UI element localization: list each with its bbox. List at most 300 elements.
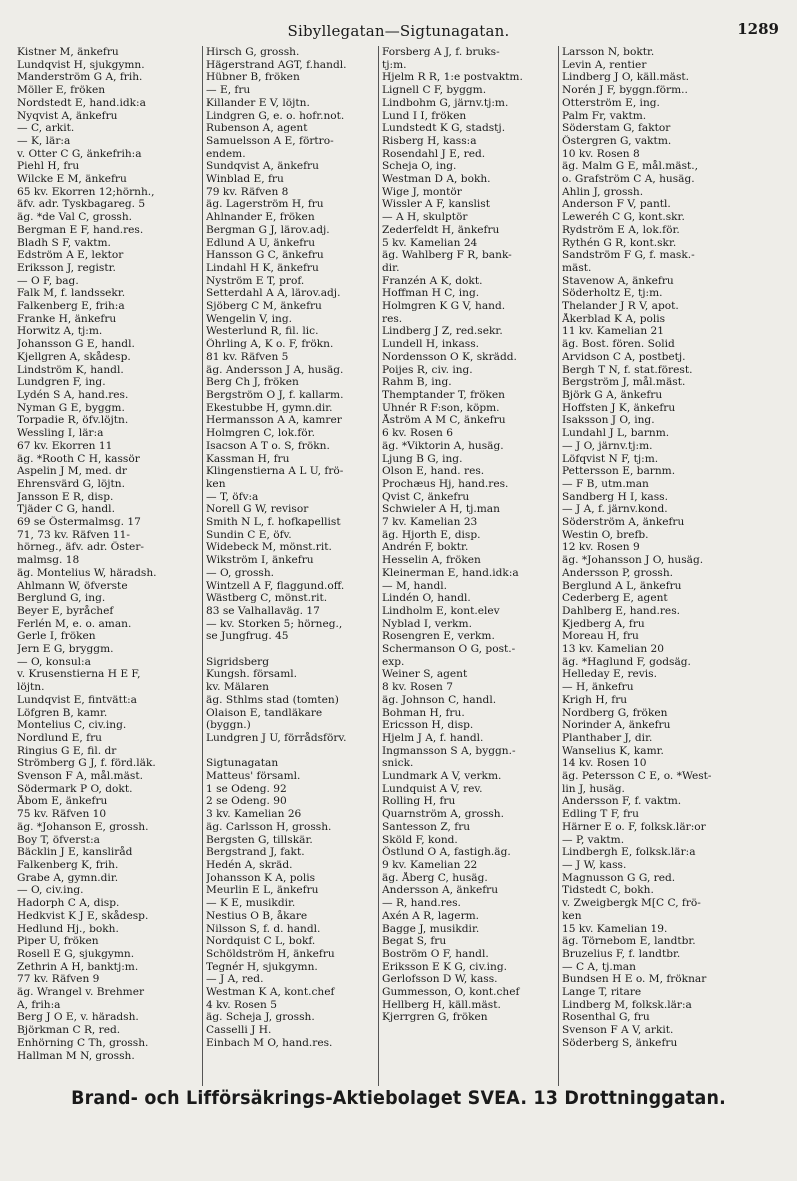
directory-entry: äg. Petersson C E, o. *West-	[562, 770, 712, 783]
directory-entry: Jansson E R, disp.	[17, 490, 114, 503]
directory-entry: Uhnér R F:son, köpm.	[382, 401, 500, 414]
directory-entry: Sjöberg C M, änkefru	[206, 300, 322, 313]
directory-entry: Sköld F, kond.	[382, 833, 458, 846]
directory-entry: Bergh T N, f. stat.förest.	[562, 363, 693, 376]
directory-entry: Santesson Z, fru	[382, 820, 471, 833]
directory-entry: — M, handl.	[382, 579, 448, 592]
column-2	[202, 46, 378, 1086]
directory-entry: Lindén O, handl.	[382, 592, 471, 605]
directory-entry: Svenson F A, mål.mäst.	[17, 770, 143, 783]
directory-entry: Cederberg E, agent	[562, 592, 668, 605]
directory-entry: v. Otter C G, änkefrih:a	[17, 147, 142, 160]
directory-entry: Kistner M, änkefru	[17, 46, 119, 58]
directory-entry: o. Grafström C A, husäg.	[562, 173, 695, 186]
directory-entry: Söderberg S, änkefru	[562, 1036, 678, 1049]
directory-entry: Smith N L, f. hofkapellist	[206, 516, 341, 529]
directory-entry: Hadorph C A, disp.	[17, 897, 120, 910]
directory-entry: Palm Fr, vaktm.	[562, 109, 647, 122]
directory-entry: Piper U, fröken	[17, 935, 99, 948]
directory-entry: Lydén S A, hand.res.	[17, 388, 129, 401]
directory-entry: Risberg H, kass:a	[382, 134, 477, 147]
directory-entry: Winblad E, fru	[206, 173, 284, 186]
directory-entry: — O, grossh.	[206, 566, 275, 579]
directory-entry: Helleday E, revis.	[562, 668, 657, 681]
directory-entry: Bergman G J, lärov.adj.	[206, 223, 330, 236]
directory-entry: Bohman H, fru.	[382, 706, 465, 719]
directory-entry: Hjelm J A, f. handl.	[382, 731, 484, 744]
directory-entry: Härner E o. F, folksk.lär:or	[562, 820, 706, 833]
directory-entry: 14 kv. Rosen 10	[562, 757, 647, 770]
directory-entry: Hallman M N, grossh.	[17, 1049, 135, 1062]
directory-entry: Olaison E, tandläkare	[206, 706, 323, 719]
directory-entry: Meurlin E L, änkefru	[206, 884, 319, 897]
directory-entry: 12 kv. Rosen 9	[562, 541, 640, 554]
directory-entry: Åbom E, änkefru	[17, 795, 108, 808]
directory-entry: Jern E G, bryggm.	[17, 643, 114, 656]
directory-entry: Manderström G A, frih.	[17, 71, 143, 84]
directory-entry: Nordquist C L, bokf.	[206, 935, 316, 948]
directory-entry: Andersson P, grossh.	[562, 566, 674, 579]
directory-entry: — F B, utm.man	[562, 477, 649, 490]
directory-entry: dir.	[382, 261, 400, 274]
directory-entry: 6 kv. Rosen 6	[382, 427, 453, 440]
directory-entry: Hesselin A, fröken	[382, 554, 481, 567]
directory-entry: Wengelin V, ing.	[206, 312, 293, 325]
directory-entry: 11 kv. Kamelian 21	[562, 325, 665, 338]
directory-entry: Levin A, rentier	[562, 58, 647, 71]
directory-entry: Rosengren E, verkm.	[382, 630, 495, 643]
directory-entry: Rahm B, ing.	[382, 376, 452, 389]
directory-entry: Wilcke E M, änkefru	[17, 173, 127, 186]
directory-entry: Westerlund R, fil. lic.	[206, 325, 319, 338]
directory-entry: Matteus' församl.	[206, 770, 301, 783]
directory-entry: Franzén A K, dokt.	[382, 274, 483, 287]
directory-entry: Lange T, ritare	[562, 986, 642, 999]
directory-entry: Kjedberg A, fru	[562, 617, 645, 630]
directory-entry: Arvidson C A, postbetj.	[562, 350, 686, 363]
directory-entry: Eriksson J, registr.	[17, 261, 116, 274]
directory-entry: Lindström K, handl.	[17, 363, 124, 376]
directory-entry: Zederfeldt H, änkefru	[382, 223, 500, 236]
directory-entry: äg. Bost. fören. Solid	[562, 338, 675, 351]
directory-entry: Ehrensvärd G, löjtn.	[17, 477, 125, 490]
directory-entry: Bundsen H E o. M, fröknar	[562, 973, 707, 986]
directory-entry: Isaksson J O, ing.	[562, 414, 655, 427]
directory-entry: — J O, järnv.tj:m.	[562, 439, 653, 452]
insurance-advert-banner: Brand- och Lifförsäkrings-Aktiebolaget SVEA. 13 Drottninggatan.	[71, 1087, 726, 1109]
directory-entry: äg. Sthlms stad (tomten)	[206, 693, 339, 706]
directory-entry: Lundquist A V, rev.	[382, 782, 483, 795]
directory-entry: Johansson G E, handl.	[17, 338, 135, 351]
directory-entry: Lundgren J U, förrådsförv.	[206, 731, 347, 744]
directory-entry: Bergman E F, hand.res.	[17, 223, 144, 236]
directory-entry: — R, hand.res.	[382, 897, 461, 910]
directory-entry: Horwitz A, tj:m.	[17, 325, 103, 338]
directory-entry: Leweréh C G, kont.skr.	[562, 211, 685, 224]
directory-entry: Lindholm E, kont.elev	[382, 604, 500, 617]
directory-entry: äg. *Haglund F, godsäg.	[562, 655, 691, 668]
directory-entry: Hansson G C, änkefru	[206, 249, 324, 262]
directory-entry: v. Krusenstierna H E F,	[17, 668, 141, 681]
directory-entry: Magnusson G G, red.	[562, 871, 676, 884]
directory-entry: Scheja O, ing.	[382, 160, 457, 173]
directory-entry: Svenson F A V, arkit.	[562, 1024, 674, 1037]
directory-entry: 13 kv. Kamelian 20	[562, 643, 665, 656]
directory-entry: Lundmark A V, verkm.	[382, 770, 502, 783]
directory-entry: Axén A R, lagerm.	[382, 909, 480, 922]
directory-entry: Wästberg C, mönst.rit.	[206, 592, 328, 605]
directory-entry: Rydström E A, lok.för.	[562, 223, 680, 236]
directory-entry: Östlund O A, fastigh.äg.	[382, 846, 511, 859]
directory-entry: Andersson A, änkefru	[382, 884, 499, 897]
directory-entry: äg. *Rooth C H, kassör	[17, 452, 140, 465]
directory-entry: Tidstedt C, bokh.	[562, 884, 654, 897]
directory-columns	[14, 46, 786, 1086]
directory-entry: — kv. Storken 5; hörneg.,	[206, 617, 343, 630]
directory-entry: Nordlund E, fru	[17, 731, 102, 744]
directory-entry: Hirsch G, grossh.	[206, 46, 300, 58]
directory-entry: Anderson F V, pantl.	[562, 198, 671, 211]
directory-entry: 77 kv. Räfven 9	[17, 973, 100, 986]
directory-entry: Lindgren G, e. o. hofr.not.	[206, 109, 345, 122]
directory-entry: äg. Törnebom E, landtbr.	[562, 935, 696, 948]
directory-entry: 71, 73 kv. Räfven 11-	[17, 528, 130, 541]
directory-entry: Rosendahl J E, red.	[382, 147, 486, 160]
directory-entry: Bergström O J, f. kallarm.	[206, 388, 344, 401]
directory-entry: Kungsh. församl.	[206, 668, 298, 681]
page-header-title: Sibyllegatan—Sigtunagatan.	[287, 22, 510, 40]
directory-entry: Falk M, f. landssekr.	[17, 287, 126, 300]
directory-entry: Nestius O B, åkare	[206, 909, 308, 922]
directory-entry: lin J, husäg.	[562, 782, 625, 795]
directory-entry: ken	[562, 909, 582, 922]
directory-entry: Bagge J, musikdir.	[382, 922, 480, 935]
directory-entry: ken	[206, 477, 226, 490]
directory-entry: Björk G A, änkefru	[562, 388, 663, 401]
directory-entry: Rosenthal G, fru	[562, 1011, 650, 1024]
directory-entry: Stavenow A, änkefru	[562, 274, 674, 287]
directory-entry: Wintzell A F, flaggund.off.	[206, 579, 345, 592]
directory-entry: — P, vaktm.	[562, 833, 625, 846]
directory-entry: äg. Carlsson H, grossh.	[206, 820, 332, 833]
directory-entry: 81 kv. Räfven 5	[206, 350, 289, 363]
directory-entry: Ingmansson S A, byggn.-	[382, 744, 516, 757]
directory-entry: Ahlmann W, öfverste	[17, 579, 128, 592]
directory-entry: Edling T F, fru	[562, 808, 639, 821]
directory-entry: Lundell H, inkass.	[382, 338, 480, 351]
directory-entry: — O, civ.ing.	[17, 884, 84, 897]
directory-entry: Nyblad I, verkm.	[382, 617, 472, 630]
directory-entry: Wige J, montör	[382, 185, 462, 198]
directory-entry: Gerlofsson D W, kass.	[382, 973, 498, 986]
directory-entry: Sandström F G, f. mask.-	[562, 249, 695, 262]
directory-entry: äg. Åberg C, husäg.	[382, 871, 488, 884]
directory-entry: Norell G W, revisor	[206, 503, 309, 516]
directory-entry: 5 kv. Kamelian 24	[382, 236, 478, 249]
directory-entry: Themptander T, fröken	[382, 388, 505, 401]
directory-entry: malmsg. 18	[17, 554, 80, 567]
directory-entry: 2 se Odeng. 90	[206, 795, 287, 808]
directory-entry: Casselli J H.	[206, 1024, 272, 1037]
directory-entry: Holmgren K G V, hand.	[382, 300, 506, 313]
directory-entry: äg. *Johanson E, grossh.	[17, 820, 149, 833]
directory-entry: Einbach M O, hand.res.	[206, 1036, 333, 1049]
directory-entry: Wessling I, lär:a	[17, 427, 104, 440]
directory-entry: Söderstam G, faktor	[562, 122, 671, 135]
directory-entry: Larsson N, boktr.	[562, 46, 655, 58]
directory-entry: Johansson K A, polis	[206, 871, 316, 884]
directory-entry: Kleinerman E, hand.idk:a	[382, 566, 519, 579]
directory-entry: Lignell C F, byggm.	[382, 84, 487, 97]
directory-entry: Isacson A T o. S, frökn.	[206, 439, 330, 452]
directory-entry: Hägerstrand AGT, f.handl.	[206, 58, 347, 71]
directory-entry: Edström A E, lektor	[17, 249, 124, 262]
directory-entry: 69 se Östermalmsg. 17	[17, 516, 141, 529]
directory-entry: Rythén G R, kont.skr.	[562, 236, 677, 249]
directory-entry: Bergström J, mål.mäst.	[562, 376, 686, 389]
directory-entry: Ekestubbe H, gymn.dir.	[206, 401, 333, 414]
directory-entry: Andersson F, f. vaktm.	[562, 795, 682, 808]
directory-entry: Hoffman H C, ing.	[382, 287, 480, 300]
directory-entry: Enhörning C Th, grossh.	[17, 1036, 149, 1049]
directory-entry: Åström A M C, änkefru	[382, 414, 506, 427]
directory-entry: Rubenson A, agent	[206, 122, 308, 135]
directory-entry: Aspelin J M, med. dr	[17, 465, 127, 478]
directory-entry: Prochæus Hj, hand.res.	[382, 477, 509, 490]
directory-entry: Bladh S F, vaktm.	[17, 236, 111, 249]
directory-entry: Andrén F, boktr.	[382, 541, 469, 554]
directory-entry: Hedkvist K J E, skådesp.	[17, 909, 149, 922]
directory-entry: Eriksson E K G, civ.ing.	[382, 960, 508, 973]
directory-entry: Norinder A, änkefru	[562, 719, 671, 732]
directory-entry: — E, fru	[206, 84, 251, 97]
directory-entry	[206, 643, 375, 656]
directory-entry: 7 kv. Kamelian 23	[382, 516, 478, 529]
directory-entry: Torpadie R, öfv.löjtn.	[17, 414, 129, 427]
directory-entry: Hellberg H, käll.mäst.	[382, 998, 501, 1011]
directory-entry: Montelius C, civ.ing.	[17, 719, 127, 732]
directory-entry: äg. Hjorth E, disp.	[382, 528, 481, 541]
directory-entry: se Jungfrug. 45	[206, 630, 289, 643]
directory-entry: äg. Malm G E, mål.mäst.,	[562, 160, 699, 173]
directory-entry: Samuelsson A E, förtro-	[206, 134, 334, 147]
directory-entry: Ringius G E, fil. dr	[17, 744, 117, 757]
directory-entry: 67 kv. Ekorren 11	[17, 439, 113, 452]
directory-entry: 75 kv. Räfven 10	[17, 808, 107, 821]
directory-entry: löjtn.	[17, 681, 45, 694]
directory-entry: Kjerrgren G, fröken	[382, 1011, 488, 1024]
directory-entry: Quarnström A, grossh.	[382, 808, 504, 821]
directory-entry: — O, konsul:a	[17, 655, 91, 668]
directory-entry: — J A, red.	[206, 973, 264, 986]
directory-entry: Löfqvist N F, tj:m.	[562, 452, 659, 465]
directory-entry: 65 kv. Ekorren 12;hörnh.,	[17, 185, 155, 198]
directory-entry: Sigridsberg	[206, 655, 269, 668]
directory-entry: Killander E V, löjtn.	[206, 96, 310, 109]
directory-entry: Östergren G, vaktm.	[562, 134, 672, 147]
directory-entry: — C A, tj.man	[562, 960, 636, 973]
directory-entry: Wikström I, änkefru	[206, 554, 314, 567]
directory-entry: Lindbohm G, järnv.tj:m.	[382, 96, 509, 109]
directory-entry: Ljung B G, ing.	[382, 452, 463, 465]
directory-entry: Strömberg G J, f. förd.läk.	[17, 757, 156, 770]
directory-entry: Beyer E, byråchef	[17, 604, 114, 617]
directory-entry	[206, 745, 375, 758]
directory-entry: Berg J O E, v. häradsh.	[17, 1011, 139, 1024]
directory-entry: Gerle I, fröken	[17, 630, 96, 643]
directory-entry: Berglund G, ing.	[17, 592, 106, 605]
column-4	[558, 46, 786, 1086]
directory-entry: 83 se Valhallaväg. 17	[206, 604, 320, 617]
directory-entry: äfv. adr. Tyskbagareg. 5	[17, 198, 146, 211]
directory-entry: Nyström E T, prof.	[206, 274, 305, 287]
directory-entry: Lundstedt K G, stadstj.	[382, 122, 506, 135]
directory-entry: äg. Johnson C, handl.	[382, 693, 497, 706]
directory-entry: 3 kv. Kamelian 26	[206, 808, 302, 821]
directory-entry: Lindberg M, folksk.lär:a	[562, 998, 692, 1011]
directory-entry: Holmgren C, lok.för.	[206, 427, 315, 440]
directory-entry: Westman D A, bokh.	[382, 173, 491, 186]
directory-entry: 8 kv. Rosen 7	[382, 681, 453, 694]
directory-entry: Bruzelius F, f. landtbr.	[562, 947, 681, 960]
directory-entry: res.	[382, 312, 403, 325]
directory-entry: Grabe A, gymn.dir.	[17, 871, 119, 884]
directory-entry: Falkenberg K, frih.	[17, 859, 119, 871]
directory-entry: Otterström E, ing.	[562, 96, 660, 109]
directory-entry: Franke H, änkefru	[17, 312, 117, 325]
directory-entry: Söderström A, änkefru	[562, 516, 685, 529]
directory-entry: Nyqvist A, änkefru	[17, 109, 118, 122]
directory-entry: — T, öfv:a	[206, 490, 259, 503]
directory-entry: — K E, musikdir.	[206, 897, 296, 910]
directory-entry: kv. Mälaren	[206, 681, 269, 694]
directory-entry: Hoffsten J K, änkefru	[562, 401, 676, 414]
directory-entry: Wissler A F, kanslist	[382, 198, 490, 211]
directory-entry: Tegnér H, sjukgymn.	[206, 960, 318, 973]
directory-entry: Sandberg H I, kass.	[562, 490, 668, 503]
directory-entry: Lundqvist E, fintvätt:a	[17, 693, 137, 706]
directory-entry: hörneg., äfv. adr. Öster-	[17, 541, 144, 554]
directory-entry: 9 kv. Kamelian 22	[382, 859, 478, 871]
directory-entry: 4 kv. Rosen 5	[206, 998, 277, 1011]
directory-entry: äg. Andersson J A, husäg.	[206, 363, 344, 376]
directory-entry: — C, arkit.	[17, 122, 75, 135]
directory-entry: Sigtunagatan	[206, 757, 279, 770]
directory-entry: Schöldström H, änkefru	[206, 947, 335, 960]
directory-entry: Piehl H, fru	[17, 160, 80, 173]
directory-entry: 79 kv. Räfven 8	[206, 185, 289, 198]
directory-entry: äg. Montelius W, häradsh.	[17, 566, 157, 579]
directory-entry: — O F, bag.	[17, 274, 79, 287]
directory-entry: Boy T, öfverst:a	[17, 833, 100, 846]
directory-entry: Gummesson, O, kont.chef	[382, 986, 520, 999]
directory-entry: 10 kv. Rosen 8	[562, 147, 640, 160]
directory-entry: Poijes R, civ. ing.	[382, 363, 473, 376]
page-number: 1289	[737, 20, 779, 38]
directory-entry: Berg Ch J, fröken	[206, 376, 299, 389]
directory-entry: Kjellgren A, skådesp.	[17, 350, 131, 363]
directory-entry: Edlund A U, änkefru	[206, 236, 316, 249]
directory-entry: Lundqvist H, sjukgymn.	[17, 58, 145, 71]
directory-entry: Löfgren B, kamr.	[17, 706, 108, 719]
directory-entry: äg. *de Val C, grossh.	[17, 211, 133, 224]
directory-entry: äg. Wrangel v. Brehmer	[17, 986, 145, 999]
directory-entry: Lindberg J O, käll.mäst.	[562, 71, 690, 84]
directory-entry: Nordberg G, fröken	[562, 706, 668, 719]
directory-entry: Lund I I, fröken	[382, 109, 467, 122]
directory-entry: Schermanson O G, post.-	[382, 643, 516, 656]
directory-entry: tj:m.	[382, 58, 407, 71]
directory-entry: Hjelm R R, 1:e postvaktm.	[382, 71, 523, 84]
directory-entry: Lindahl H K, änkefru	[206, 261, 319, 274]
directory-entry: Zethrin A H, banktj:m.	[17, 960, 139, 973]
directory-entry: exp.	[382, 655, 405, 668]
directory-entry: äg. Wahlberg F R, bank-	[382, 249, 512, 262]
directory-entry: Tjäder C G, handl.	[17, 503, 115, 516]
directory-entry: Weiner S, agent	[382, 668, 468, 681]
directory-entry: Öhrling A, K o. F, frökn.	[206, 338, 334, 351]
column-1	[14, 46, 202, 1086]
directory-entry: Lundahl J L, barnm.	[562, 427, 670, 440]
directory-entry: Lindbergh E, folksk.lär:a	[562, 846, 696, 859]
directory-entry: Sundqvist A, änkefru	[206, 160, 319, 173]
directory-entry: Begat S, fru	[382, 935, 447, 948]
directory-entry: Qvist C, änkefru	[382, 490, 470, 503]
directory-entry: Rosell E G, sjukgymn.	[17, 947, 135, 960]
directory-entry: Hedlund Hj., bokh.	[17, 922, 119, 935]
directory-entry: Hermansson A A, kamrer	[206, 414, 342, 427]
directory-entry: Setterdahl A A, lärov.adj.	[206, 287, 341, 300]
directory-entry: Sundin C E, öfv.	[206, 528, 292, 541]
directory-entry: Ferlén M, e. o. aman.	[17, 617, 132, 630]
directory-entry: Ahlin J, grossh.	[562, 185, 644, 198]
directory-entry: Hedén A, skräd.	[206, 859, 293, 871]
directory-entry: Lundgren F, ing.	[17, 376, 106, 389]
directory-entry: Olson E, hand. res.	[382, 465, 485, 478]
directory-entry: snick.	[382, 757, 414, 770]
directory-entry: Ahlnander E, fröken	[206, 211, 315, 224]
directory-entry: Bergsten G, tillskär.	[206, 833, 313, 846]
directory-entry: Planthaber J, dir.	[562, 731, 653, 744]
directory-entry: 15 kv. Kamelian 19.	[562, 922, 668, 935]
directory-entry: Boström O F, handl.	[382, 947, 489, 960]
directory-entry: Schwieler A H, tj.man	[382, 503, 500, 516]
directory-entry: endem.	[206, 147, 246, 160]
directory-entry: Åkerblad K A, polis	[562, 312, 666, 325]
column-3	[378, 46, 558, 1086]
directory-entry: — A H, skulptör	[382, 211, 468, 224]
directory-entry: Bergstrand J, fakt.	[206, 846, 305, 859]
directory-entry: äg. *Johansson J O, husäg.	[562, 554, 704, 567]
directory-entry: v. Zweigbergk M[C C, frö-	[562, 897, 701, 910]
directory-entry: Bäcklin J E, kansliråd	[17, 846, 133, 859]
directory-entry: Wanselius K, kamr.	[562, 744, 664, 757]
directory-entry: Nilsson S, f. d. handl.	[206, 922, 321, 935]
directory-entry: Forsberg A J, f. bruks-	[382, 46, 500, 58]
directory-entry: Möller E, fröken	[17, 84, 106, 97]
directory-entry: Widebeck M, mönst.rit.	[206, 541, 332, 554]
directory-entry: Berglund A L, änkefru	[562, 579, 682, 592]
directory-entry: Nordstedt E, hand.idk:a	[17, 96, 146, 109]
directory-entry: äg. Scheja J, grossh.	[206, 1011, 315, 1024]
directory-entry: Södermark P O, dokt.	[17, 782, 133, 795]
directory-entry: Krigh H, fru	[562, 693, 628, 706]
directory-entry: Moreau H, fru	[562, 630, 639, 643]
directory-entry: Nyman G E, byggm.	[17, 401, 125, 414]
directory-entry: (byggn.)	[206, 719, 251, 732]
directory-entry: Söderholtz E, tj:m.	[562, 287, 663, 300]
directory-entry: Nordensson O K, skrädd.	[382, 350, 517, 363]
